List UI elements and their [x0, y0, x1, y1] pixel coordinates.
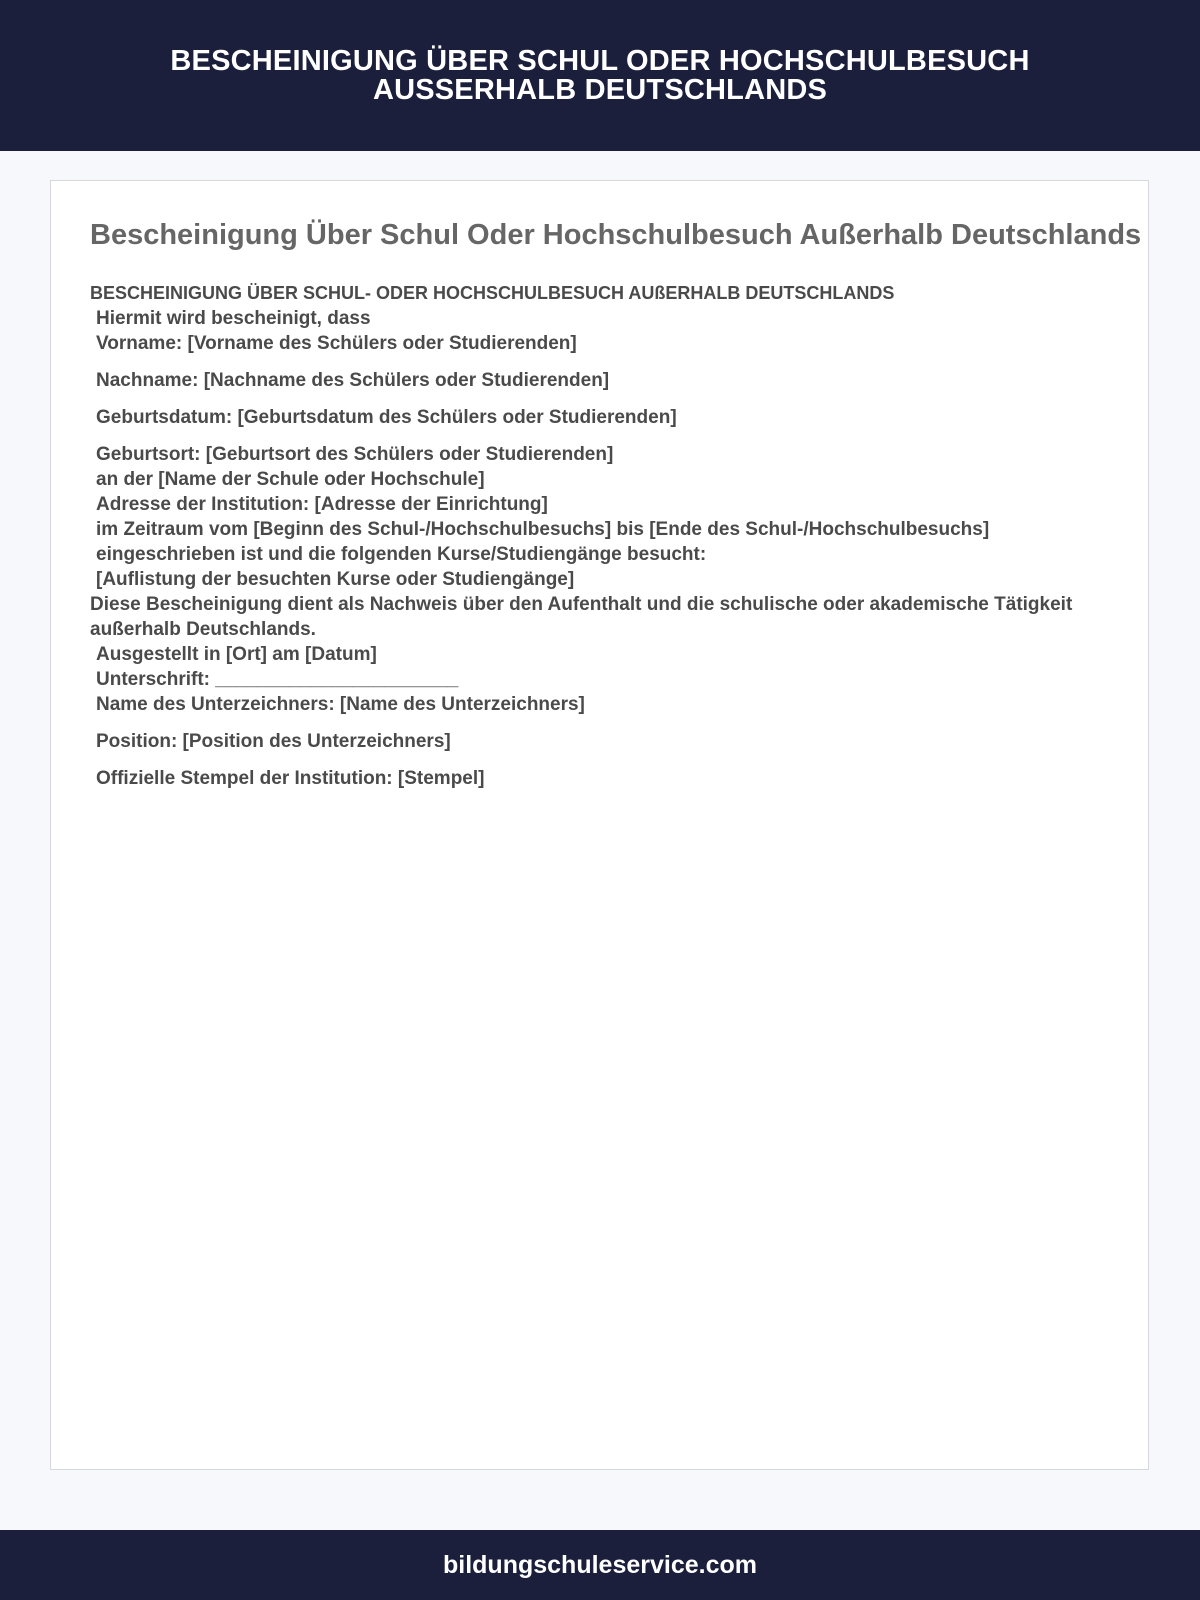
vorname-field: Vorname: [Vorname des Schülers oder Studierenden]: [96, 333, 577, 354]
kurse-field: [Auflistung der besuchten Kurse oder Studiengänge]: [96, 569, 575, 590]
intro-line: Hiermit wird bescheinigt, dass: [96, 308, 371, 329]
header-title: [150, 44, 1050, 106]
document-title: Bescheinigung Über Schul Oder Hochschulbesuch Außerhalb Deutschlands: [90, 219, 1142, 251]
header-title-line2: AUSSERHALB DEUTSCHLANDS: [372, 73, 828, 106]
ausgestellt-field: Ausgestellt in [Ort] am [Datum]: [96, 644, 377, 665]
zeitraum-field: im Zeitraum vom [Beginn des Schul-/Hochschulbesuchs] bis [Ende des Schul-/Hochschulbesuchs]: [96, 519, 990, 540]
footer-site-name: bildungschuleservice.com: [443, 1550, 757, 1579]
kurse-intro: eingeschrieben ist und die folgenden Kurse/Studiengänge besucht:: [96, 544, 707, 565]
stempel-field: Offizielle Stempel der Institution: [Stempel]: [96, 768, 485, 789]
document-card: [50, 180, 1149, 1470]
page-footer: [0, 1530, 1200, 1600]
header-title-line1: BESCHEINIGUNG ÜBER SCHUL ODER HOCHSCHULBESUCH: [170, 44, 1030, 77]
adresse-field: Adresse der Institution: [Adresse der Einrichtung]: [96, 494, 548, 515]
nachweis-paragraph: Diese Bescheinigung dient als Nachweis über den Aufenthalt und die schulische oder akademische Tätigkeit außerhalb Deutschlands.: [90, 594, 1073, 640]
nachname-field: Nachname: [Nachname des Schülers oder Studierenden]: [96, 370, 610, 391]
document-heading: BESCHEINIGUNG ÜBER SCHUL- ODER HOCHSCHULBESUCH AUßERHALB DEUTSCHLANDS: [90, 283, 895, 303]
geburtsdatum-field: Geburtsdatum: [Geburtsdatum des Schülers oder Studierenden]: [96, 407, 677, 428]
document-body: [90, 281, 1090, 791]
geburtsort-field: Geburtsort: [Geburtsort des Schülers oder Studierenden]: [96, 444, 614, 465]
page-header: [0, 0, 1200, 151]
schule-field: an der [Name der Schule oder Hochschule]: [96, 469, 485, 490]
unterzeichner-name-field: Name des Unterzeichners: [Name des Unterzeichners]: [96, 694, 585, 715]
position-field: Position: [Position des Unterzeichners]: [96, 731, 451, 752]
unterschrift-field: Unterschrift: _______________________: [96, 669, 459, 690]
